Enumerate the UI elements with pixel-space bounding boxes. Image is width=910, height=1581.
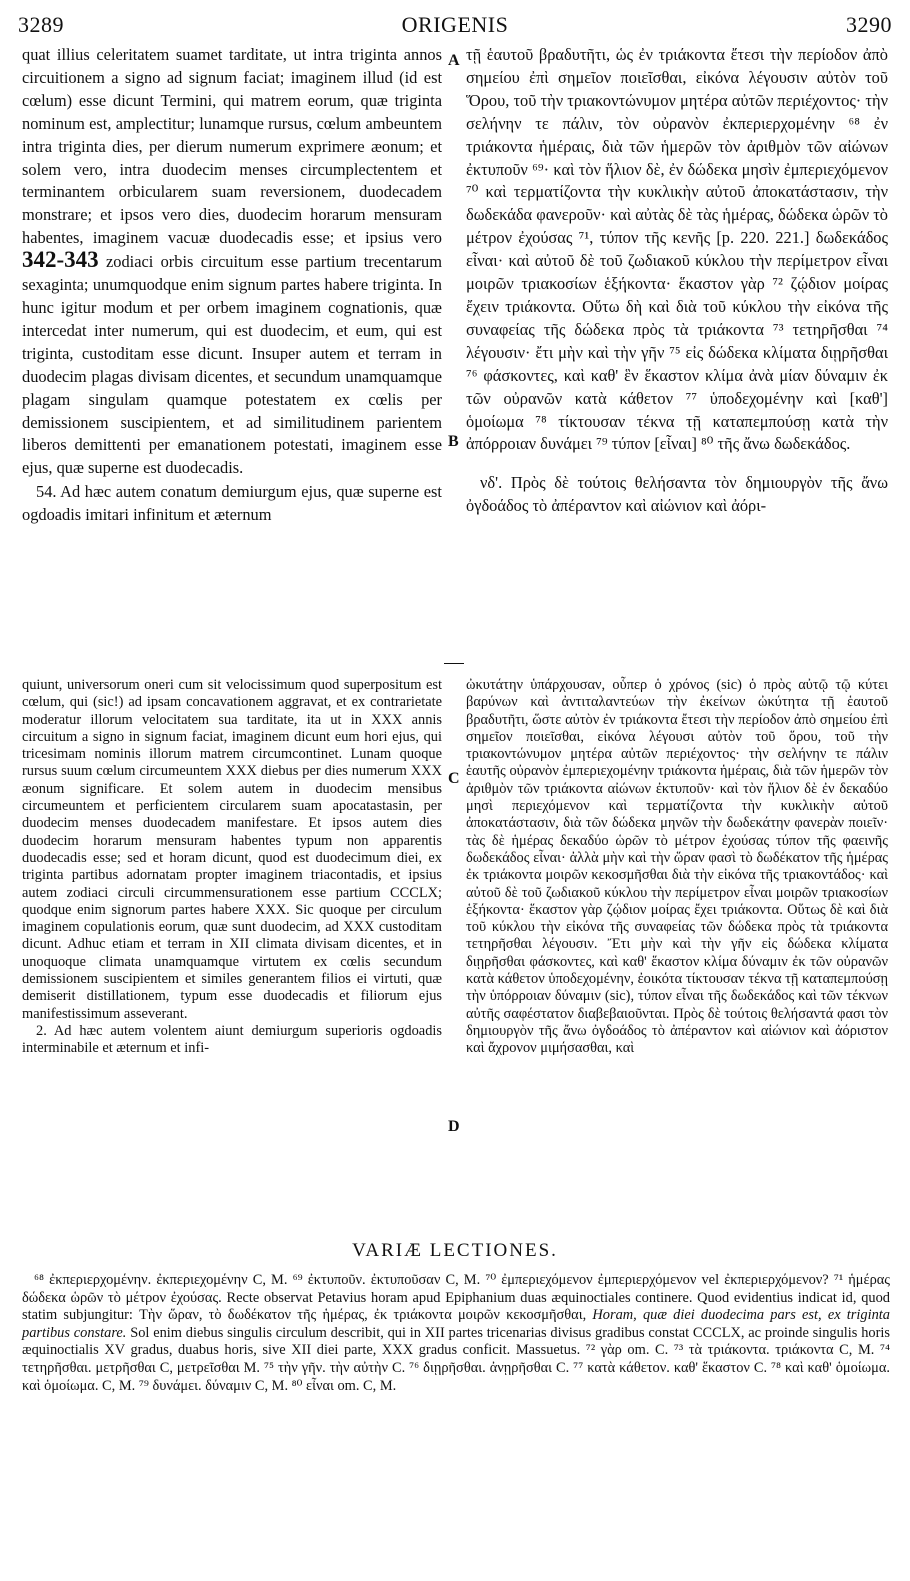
margin-letter-a: A xyxy=(448,52,460,69)
greek-paragraph: νδ'. Πρὸς δὲ τούτοις θελήσαντα τὸν δημιουργὸν τῆς ἄνω ὀγδοάδος τὸ ἀπέραντον καὶ αἰώνιον καὶ ἀόρι- xyxy=(466,473,888,516)
latin-text-part2: zodiaci orbis circuitum esse partium trecentarum sexaginta; unumquodque enim signum partes habere triginta. In hunc igitur modum et per orbem imaginem cognationis, quæ intercedat inter numerum, qui est duodecim, et eum, qui est triginta, custoditam esse dicunt. Insuper autem et terram in duodecim plagas divisam dicentes, et secundum unamquamque plagam singulam quamque potestatem ex cœlis per demissionem suscipientem, et ad similitudinem parientem liberos demittenti per emanationem potestati, imaginem esse ejus, quæ superne est duodecadis. xyxy=(22,252,442,478)
variant-readings xyxy=(22,1272,890,1395)
variant-notes-italic: Horam, quæ diei duodecima pars est, ex triginta partibus constare. xyxy=(22,1307,890,1341)
latin-text-top xyxy=(22,44,442,480)
running-title: ORIGENIS xyxy=(401,12,509,37)
right-page-number: 3290 xyxy=(846,12,892,37)
section-separator xyxy=(444,663,464,664)
variae-lectiones-notes xyxy=(22,1272,890,1395)
margin-letter-b: B xyxy=(448,433,459,450)
latin-text-part1: quat illius celeritatem suamet tarditate, ut intra triginta annos circuitionem a signo ad signum faciat; imaginem illud (id est cœlum) esse dicunt Termini, qui matrem eorum, quæ triginta nominum est, amplectitur; lunamque rursus, cœlum ambeuntem intra triginta dies, per dierum numerum exprimere æonum; et solem vero, intra duodecim menses circumplectentem et terminantem orbicularem suam reversionem, duodecadem monstrare; et ipsos vero dies, duodecim horarum mensuram habentes, imaginem vacuæ duodecadis esse; et ipsius vero xyxy=(22,45,442,248)
variant-notes-part1: ⁶⁸ ἐκπεριερχομένην. ἐκπεριεχομένην C, M. ⁶⁹ ἐκτυποῦν. ἐκτυποῦσαν C, M. ⁷⁰ ἐμπεριεχόμενον ἐμπεριερχόμενον vel ἐκπεριερχόμενον? ⁷¹ ἡμέρας δώδεκα ὡρῶν τὸ μέτρον ἐχούσας. Recte observat Petavius horam apud Epiphanium duas æquinoctiales continere. Quod evidentius indicat id, quod statim subjungitur: Τὴν ὥραν, τὸ δωδέκατον τῆς ἡμέρας, ἐκ τριάκοντα μοιρῶν κεκοσμῆσθαι, xyxy=(22,1272,890,1324)
latin-text-bottom: quiunt, universorum oneri cum sit velocissimum quod superpositum est cœlum, qui (sic!) ad ipsam concavationem aggravat, et ex contrarietate moderatur illorum velocitatem sua tarditate, ita ut in XXX annis circuitum a signo in signum faciat, imaginem dicunt eum hori ejus, qui tricesimam nominis illorum matrem circumcontinet. Lunam quoque rursus suum cœlum circumeuntem XXX diebus per dies numerum XXX æonum significare. Et solem autem in duodecim mensibus circumeuntem et perficientem circularem suam apocatastasin, per duodecim menses duodecadem manifestare. Et ipsos autem dies duodecim horarum mensuram habentes typum non apparentis duodecadis esse; sed et horam dicunt, quod est duodecimum diei, ex triginta partibus adornatam propter imaginem triacontadis, et ipsius autem zodiaci circuli circummensurationem esse partium CCCLX; quodque enim signorum partes habere XXX. Sic quoque per circulum imaginem copulationis eorum, quæ sunt duodecim, ad XXX custoditam dicunt. Adhuc etiam et terram in XII climata divisam dicentes, et in unoquoque climata unamquamque virtutem ex cœlis secundum demissionem suscipientem et similes generantem filios ei virtuti, quæ demiserit distillationem, typum esse duodecadis et filiorum ejus manifestissimum asseverant. xyxy=(22,677,442,1022)
page-header xyxy=(18,12,892,38)
greek-text-top: τῇ ἑαυτοῦ βραδυτῆτι, ὡς ἐν τριάκοντα ἔτεσι τὴν περίοδον ἀπὸ σημείου ἐπὶ σημεῖον ποιεῖσθαι, εἰκόνα λέγουσιν αὐτὸν τοῦ Ὅρου, τοῦ τὴν τριακοντώνυμον μητέρα αὐτῶν περιέχοντος· τὴν σελήνην τε πάλιν, τὸν οὐρανὸν ἐκπεριερχομένην ⁶⁸ ἐν τριάκοντα ἡμέραις, διὰ τῶν ἡμερῶν τὸν ἀριθμὸν τῶν αἰώνων ἐκτυποῦν ⁶⁹· καὶ τὸν ἥλιον δὲ, ἐν δώδεκα μησὶν ἐμπεριεχόμενον ⁷⁰ καὶ τερματίζοντα τὴν κυκλικὴν αὐτοῦ ἀποκατάστασιν, τὴν δωδεκάδα φανεροῦν· καὶ αὐτὰς δὲ τὰς ἡμέρας, δώδεκα ὡρῶν τὸ μέτρον ἐχούσας ⁷¹, τύπον τῆς κενῆς [p. 220. 221.] δωδεκάδος εἶναι· καὶ αὐτοῦ δὲ τοῦ ζωδιακοῦ κύκλου τὴν περίμετρον εἶναι μοιρῶν τριακοσίων ἑξήκοντα· ἕκαστον γὰρ ⁷² ζῴδιον μοίρας ἔχειν τριάκοντα. Οὕτω δὴ καὶ διὰ τοῦ κύκλου τὴν εἰκόνα τῆς συναφείας τῆς δώδεκα πρὸς τὰ τριάκοντα ⁷³ τετηρῆσθαι ⁷⁴ λέγουσιν· ἔτι μὴν καὶ τὴν γῆν ⁷⁵ εἰς δώδεκα κλίματα διῃρῆσθαι ⁷⁶ φάσκοντες, καὶ καθ' ἓν ἕκαστον κλίμα ἀνὰ μίαν δύναμιν ἐκ τῶν οὐρανῶν κατὰ κάθετον ⁷⁷ ὑποδεχομένην καὶ [καθ'] ὁμοίωμα ⁷⁸ τίκτουσαν τέκνα τῇ καταπεμπούσῃ κατὰ τὴν ἀπόρροιαν δυνάμει ⁷⁹ τύπον [εἶναι] ⁸⁰ τῆς ἄνω δωδεκάδος. xyxy=(466,45,888,454)
column-number-marker: 342-343 xyxy=(22,247,99,273)
top-latin-column xyxy=(22,44,442,527)
latin-paragraph-54: 54. Ad hæc autem conatum demiurgum ejus, quæ superne est ogdoadis imitari infinitum et æternum xyxy=(22,482,442,525)
greek-text-bottom: ὠκυτάτην ὑπάρχουσαν, οὗπερ ὁ χρόνος (sic) ὁ πρὸς αὐτῷ τῷ κύτει βαρύνων καὶ ἀντιταλαντεύων τὴν ἐκείνων ὠκύτητα τῇ ἑαυτοῦ βραδυτῆτι, ὥστε αὐτὸν ἐν τριάκοντα ἔτεσι τὴν περίοδον ἀπὸ σημείου ἐπὶ σημεῖον ποιεῖσθαι, εἰκόνα λέγουσι αὐτὸν τοῦ ὅρου, τοῦ τὴν τριακοντώνυμον μητέρα αὐτῶν περιέχοντος· τὴν σελήνην τε πάλιν ἑαυτῆς οὐρανὸν ἐμπεριεχομένην τριάκοντα ἡμέραις, διὰ τῶν ἡμερῶν τὸν ἀριθμὸν τῶν τριάκοντα αἰώνων ἐκτυποῦν· καὶ τὸν ἥλιον δὲ ἐν δεκαδύο μησὶ περιεχόμενον καὶ τερματίζοντα τὴν κυκλικὴν αὐτοῦ ἀποκατάστασιν, διὰ τῶν δώδεκα μηνῶν τὴν δωδεκάτην φανερὰν ποιεῖν· τὰς δὲ ἡμέρας δεκαδύο ὡρῶν τὸ μέτρον ἐχούσας τύπον τῆς φαεινῆς δωδεκάδος εἶναι· ἀλλὰ μὴν καὶ τὴν ὥραν φασὶ τὸ δωδέκατον τῆς ἡμέρας ἐκ τριάκοντα μοιρῶν κεκοσμῆσθαι διὰ τὴν εἰκόνα τῆς τριακοντάδος· καὶ αὐτοῦ δὲ τοῦ ζωδιακοῦ κύκλου τὴν περίμετρον εἶναι μοιρῶν τριακοσίων ἑξήκοντα· ἕκαστον γὰρ ζῴδιον μοίρας ἔχει τριάκοντα. Οὕτως δὲ καὶ διὰ τοῦ κύκλου τὴν εἰκόνα τῆς συναφείας τῶν δώδεκα πρὸς τὰ τριάκοντα τετηρῆσθαι λέγουσιν. Ἔτι μὴν καὶ τὴν γῆν εἰς δώδεκα κλίματα διῃρῆσθαι φάσκοντες, καὶ καθ' ἕκαστον κλίμα δύναμιν ἐκ τῶν οὐρανῶν κατὰ κάθετον ὑποδεχομένην, ἐοικότα τίκτουσαν τέκνα τῇ καταπεμπούσῃ τὴν ὑπόρροιαν δύναμιν (sic), τύπον εἶναι τῆς δωδεκάδος καὶ τῶν τέκνων αὐτῆς σαφέστατον διαβεβαιοῦνται. Πρὸς δὲ τούτοις θελήσαντά φασι τὸν δημιουργὸν τῆς ἄνω ὀγδοάδος τὸ ἀπέραντον καὶ αἰώνιον καὶ ἀόριστον καὶ ἄχρονον μιμήσασθαι, καὶ xyxy=(466,677,888,1057)
left-page-number: 3289 xyxy=(18,12,64,37)
bottom-greek-column xyxy=(466,677,888,1058)
top-greek-column xyxy=(466,44,888,518)
margin-letter-c: C xyxy=(448,770,460,787)
margin-letter-d: D xyxy=(448,1118,460,1135)
bottom-latin-column xyxy=(22,677,442,1058)
variae-lectiones-title: VARIÆ LECTIONES. xyxy=(352,1240,558,1261)
latin-paragraph-2: 2. Ad hæc autem volentem aiunt demiurgum superioris ogdoadis interminabile et æternum et infi- xyxy=(22,1022,442,1057)
variant-notes-part2: Sol enim diebus singulis circulum describit, qui in XII partes tricenarias divisus gradibus constat CCCLX, ac proinde singulis horis æquinoctialis XV gradus, duabus horis, sive XII diei parte, XXX gradus conficit. Massuetus. ⁷² γὰρ om. C. ⁷³ τὰ τριάκοντα. τριάκοντα C, M. ⁷⁴ τετηρῆσθαι. μετρῆσθαι C, μετρεῖσθαι M. ⁷⁵ τὴν γῆν. τὴν αὐτὴν C. ⁷⁶ διῃρῆσθαι. ἀνῃρῆσθαι C. ⁷⁷ κατὰ κάθετον. καθ' ἕκαστον C. ⁷⁸ καὶ καθ' ὁμοίωμα. καὶ ὁμοίωμα. C, M. ⁷⁹ δυνάμει. δύναμιν C, M. ⁸⁰ εἶναι om. C, M. xyxy=(22,1324,890,1394)
